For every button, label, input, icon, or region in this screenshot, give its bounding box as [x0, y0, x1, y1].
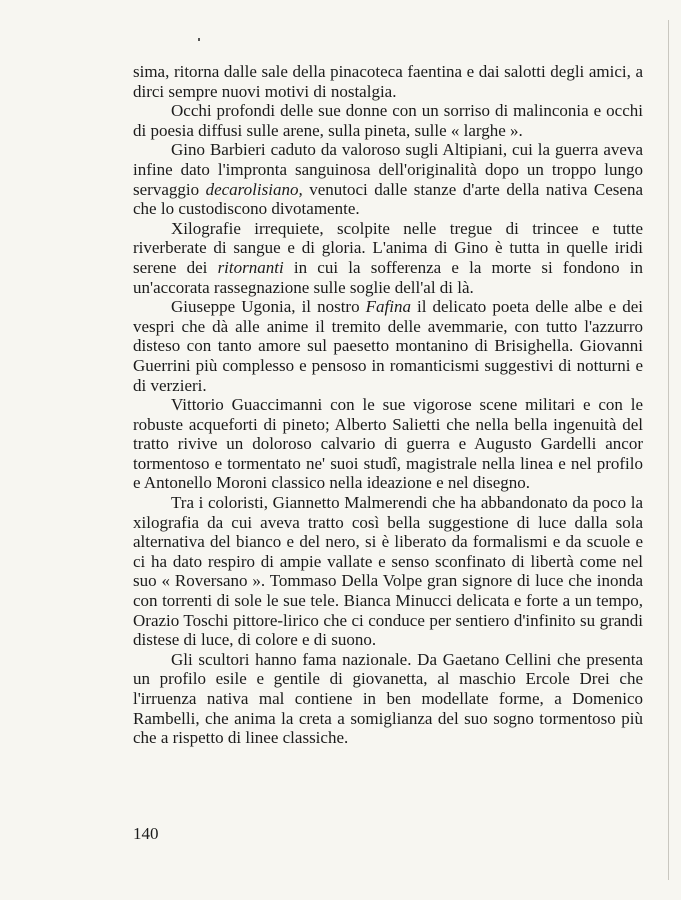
text-segment: Gli scultori hanno fama nazionale. Da Gaetano Cellini che presenta un profilo esile e gentile di giovanetta, al maschio Ercole Drei che l'irruenza nativa mal contiene in ben modellate forme, a Domenico Rambelli, che anima la creta a somiglianza del suo sogno tormentoso più che a rispetto di linee classiche.	[133, 649, 643, 748]
print-speck	[198, 38, 200, 41]
body-text	[133, 62, 643, 748]
text-segment: Xilografie irrequiete, scolpite nelle tregue di trincee e tutte riverberate di sangue e di gloria. L'anima di Gino è tutta in quelle iridi serene dei	[133, 218, 643, 277]
page-edge-line	[668, 20, 669, 880]
paragraph-vittorio-guaccimanni	[133, 395, 643, 493]
text-segment: Tra i coloristi, Giannetto Malmerendi che ha abbandonato da poco la xilografia da cui aveva tratto così bella suggestione di luce dalla sola alternativa del bianco e del nero, si è liberato da formalismi e da scuole e ci ha dato respiro di ampie vallate e senso sconfinato di libertà come nel suo « Roversano ». Tommaso Della Volpe gran signore di luce che inonda con torrenti di sole le sue tele. Bianca Minucci delicata e forte a un tempo, Orazio Toschi pittore-lirico che ci conduce per sentiero d'infinito su grandi distese di luce, di colore e di suono.	[133, 493, 643, 650]
paragraph-coloristi	[133, 493, 643, 650]
text-segment: Gino Barbieri caduto da valoroso sugli Altipiani, cui la guerra aveva infine dato l'impronta sanguinosa dell'originalità dopo un troppo lungo servaggio	[133, 140, 643, 199]
text-segment: venutoci dalle stanze d'arte della nativa Cesena che lo custodiscono divotamente.	[133, 179, 643, 219]
text-segment: sima, ritorna dalle sale della pinacoteca faentina e dai salotti degli amici, a dirci sempre nuovi motivi di nostalgia.	[133, 62, 643, 101]
paragraph-xilografie	[133, 219, 643, 297]
text-segment: Giuseppe Ugonia, il nostro	[171, 297, 366, 317]
italic-text: decarolisiano,	[205, 179, 303, 199]
paragraph-occhi-profondi	[133, 101, 643, 140]
paragraph-giuseppe-ugonia	[133, 297, 643, 395]
paragraph-scultori	[133, 650, 643, 748]
italic-text: Fafina	[365, 297, 411, 317]
text-segment: Occhi profondi delle sue donne con un sorriso di malinconia e occhi di poesia diffusi sulle arene, sulla pineta, sulle « larghe ».	[133, 101, 643, 140]
text-segment: il delicato poeta delle albe e dei vespri che dà alle anime il tremito delle avemmarie, con tutto l'azzurro disteso con tanto amore sul paesetto montanino di Brisighella. Giovanni Guerrini più complesso e pensoso in romanticismi suggestivi di notturni e di verzieri.	[133, 297, 643, 395]
paragraph-continuation	[133, 62, 643, 101]
italic-text: ritornanti	[217, 257, 284, 277]
text-segment: in cui la sofferenza e la morte si fondono in un'accorata rassegnazione sulle soglie dell'al di là.	[133, 257, 643, 297]
page-number: 140	[133, 824, 159, 843]
paragraph-gino-barbieri	[133, 140, 643, 218]
text-segment: Vittorio Guaccimanni con le sue vigorose scene militari e con le robuste acqueforti di pineto; Alberto Salietti che nella bella ingenuità del tratto rivive un doloroso calvario di guerra e Augusto Gardelli ancor tormentoso e tormentato ne' suoi studî, magistrale nella linea e nel profilo e Antonello Moroni classico nella ideazione e nel disegno.	[133, 395, 643, 493]
